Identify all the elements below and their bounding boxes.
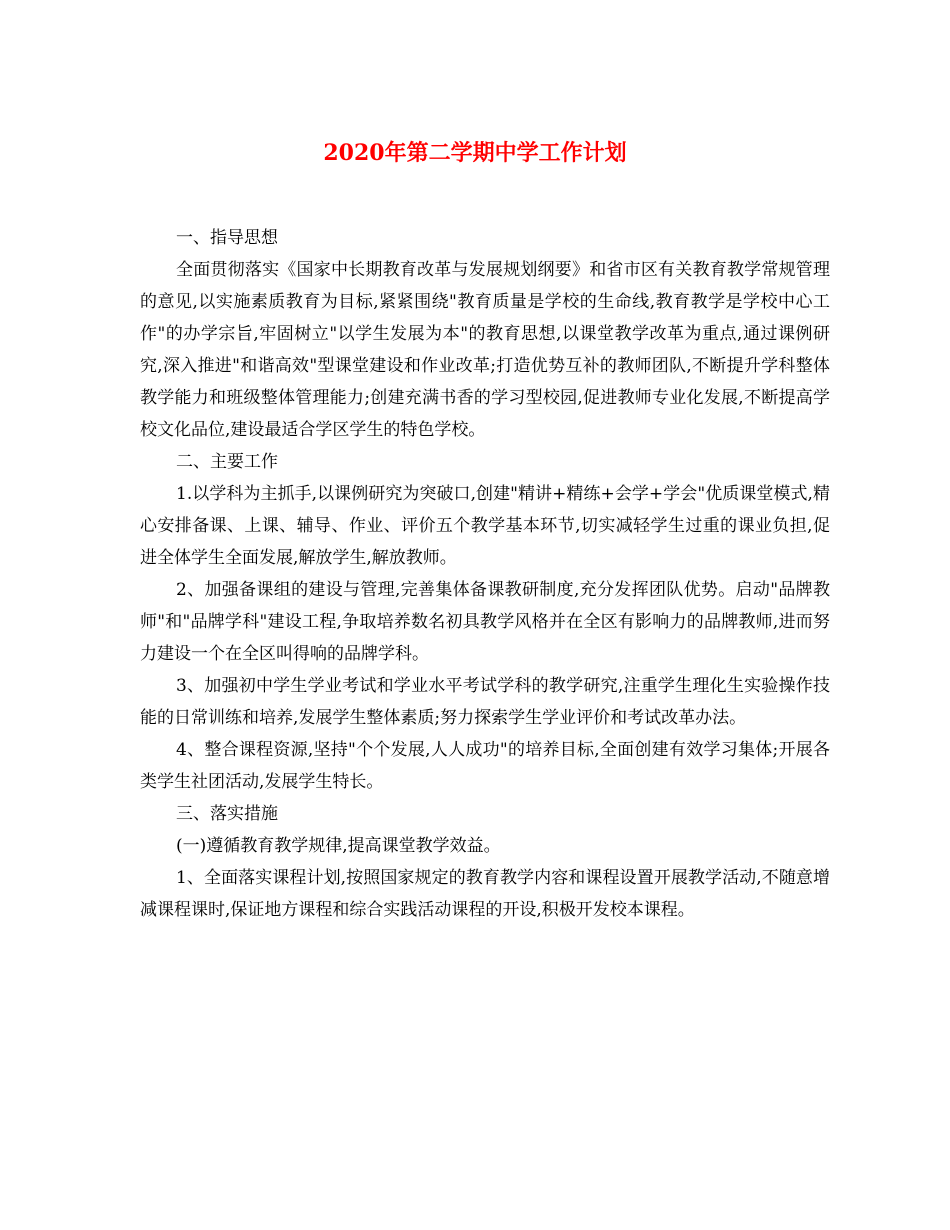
document-body <box>140 222 830 926</box>
paragraph-main-work-3: 3、加强初中学生学业考试和学业水平考试学科的教学研究,注重学生理化生实验操作技能的日常训练和培养,发展学生整体素质;努力探索学生学业评价和考试改革办法。 <box>140 676 830 728</box>
heading-main-work: 二、主要工作 <box>176 452 278 472</box>
subheading-teaching-efficiency: (一)遵循教育教学规律,提高课堂教学效益。 <box>176 836 501 856</box>
paragraph-main-work-1: 1.以学科为主抓手,以课例研究为突破口,创建"精讲+精练+会学+学会"优质课堂模式,精心安排备课、上课、辅导、作业、评价五个教学基本环节,切实减轻学生过重的课业负担,促进全体学生全面发展,解放学生,解放教师。 <box>140 484 830 568</box>
paragraph-curriculum-plan: 1、全面落实课程计划,按照国家规定的教育教学内容和课程设置开展教学活动,不随意增减课程课时,保证地方课程和综合实践活动课程的开设,积极开发校本课程。 <box>140 868 830 920</box>
document-title: 2020年第二学期中学工作计划 <box>323 140 627 166</box>
paragraph-main-work-4: 4、整合课程资源,坚持"个个发展,人人成功"的培养目标,全面创建有效学习集体;开展各类学生社团活动,发展学生特长。 <box>140 740 830 792</box>
paragraph-main-work-2: 2、加强备课组的建设与管理,完善集体备课教研制度,充分发挥团队优势。启动"品牌教师"和"品牌学科"建设工程,争取培养数名初具教学风格并在全区有影响力的品牌教师,进而努力建设一个在全区叫得响的品牌学科。 <box>140 580 830 664</box>
heading-implementation-measures: 三、落实措施 <box>176 804 278 824</box>
paragraph-guiding-ideology: 全面贯彻落实《国家中长期教育改革与发展规划纲要》和省市区有关教育教学常规管理的意见,以实施素质教育为目标,紧紧围绕"教育质量是学校的生命线,教育教学是学校中心工作"的办学宗旨,牢固树立"以学生发展为本"的教育思想,以课堂教学改革为重点,通过课例研究,深入推进"和谐高效"型课堂建设和作业改革;打造优势互补的教师团队,不断提升学科整体教学能力和班级整体管理能力;创建充满书香的学习型校园,促进教师专业化发展,不断提高学校文化品位,建设最适合学区学生的特色学校。 <box>140 260 830 440</box>
heading-guiding-ideology: 一、指导思想 <box>176 228 278 248</box>
